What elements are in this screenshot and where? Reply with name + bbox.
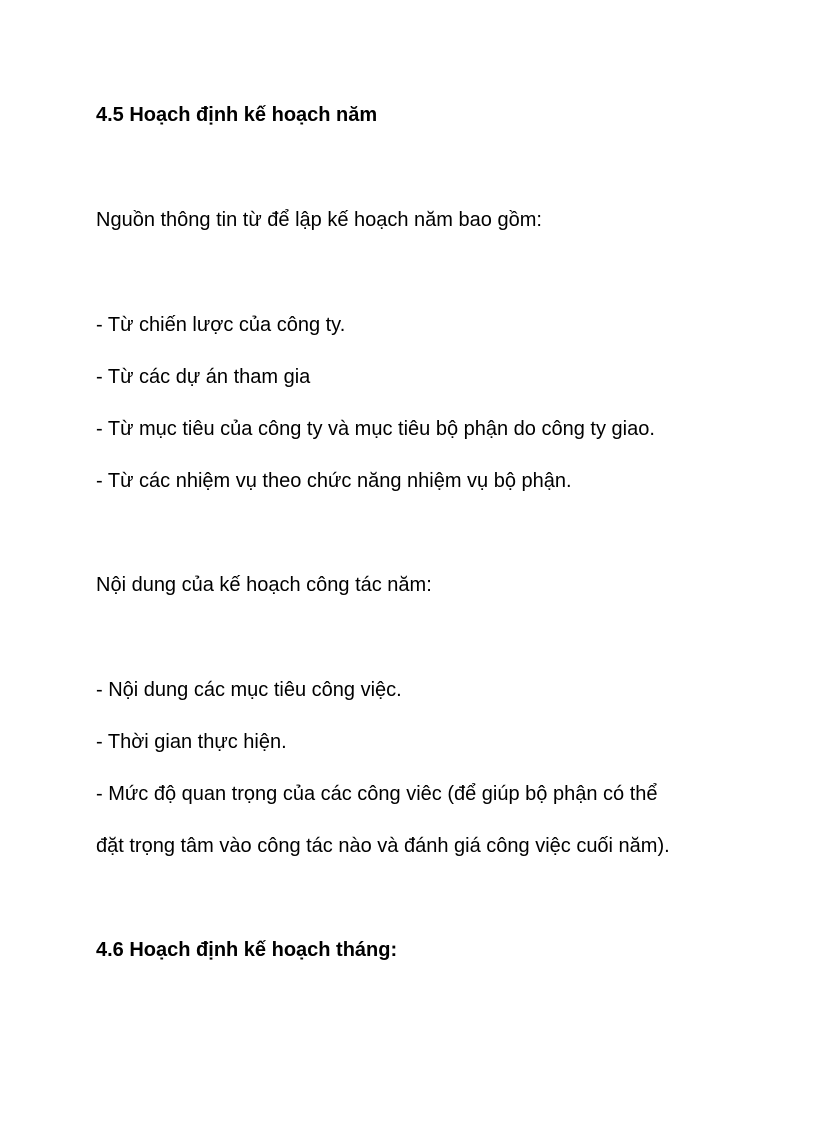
- content-item-continuation: đặt trọng tâm vào công tác nào và đánh giá công việc cuối năm).: [96, 835, 670, 857]
- source-item: - Từ chiến lược của công ty.: [96, 314, 346, 336]
- content-intro: Nội dung của kế hoạch công tác năm:: [96, 574, 432, 596]
- section-heading-4-5: 4.5 Hoạch định kế hoạch năm: [96, 104, 378, 126]
- source-item: - Từ các dự án tham gia: [96, 366, 311, 388]
- source-item: - Từ mục tiêu của công ty và mục tiêu bộ phận do công ty giao.: [96, 418, 655, 440]
- content-item: - Thời gian thực hiện.: [96, 731, 287, 753]
- content-item: - Mức độ quan trọng của các công viêc (để giúp bộ phận có thể: [96, 783, 658, 805]
- content-item: - Nội dung các mục tiêu công việc.: [96, 679, 402, 701]
- source-item: - Từ các nhiệm vụ theo chức năng nhiệm vụ bộ phận.: [96, 470, 572, 492]
- section-heading-4-6: 4.6 Hoạch định kế hoạch tháng:: [96, 939, 398, 961]
- sources-intro: Nguồn thông tin từ để lập kế hoạch năm bao gồm:: [96, 209, 542, 231]
